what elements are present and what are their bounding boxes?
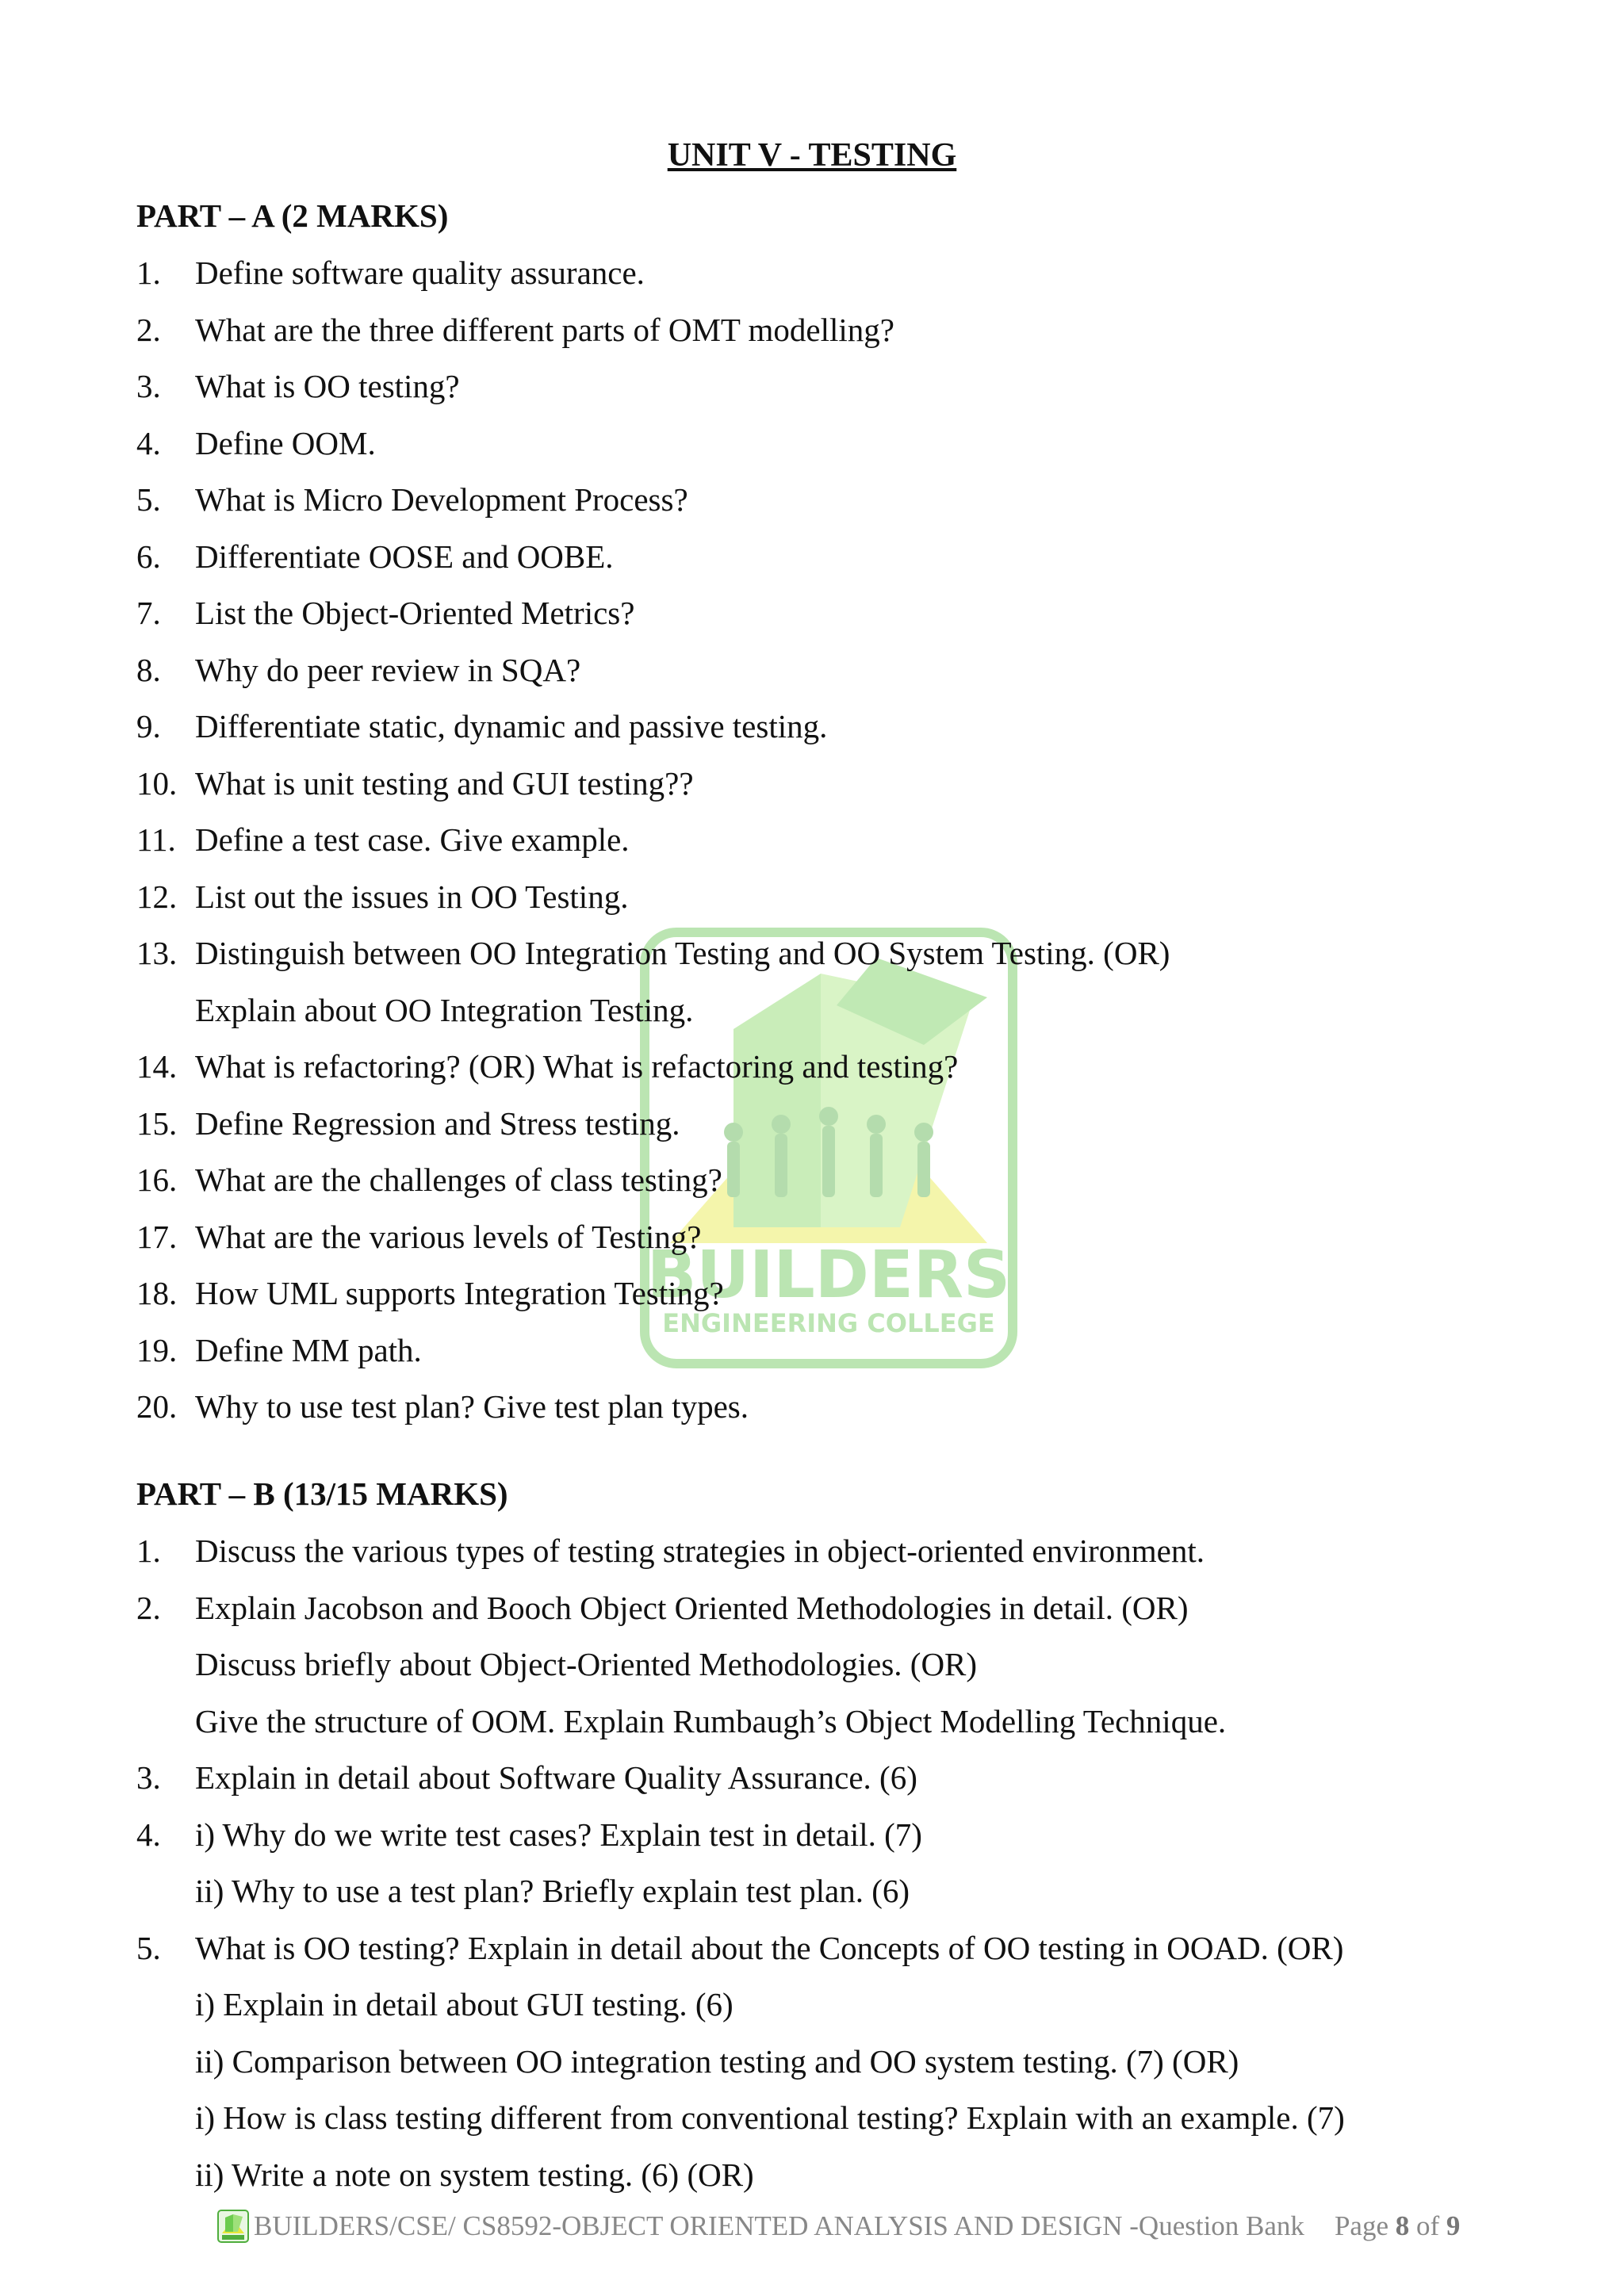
question-text: ii) Write a note on system testing. (6) (OR)	[195, 2156, 754, 2193]
question-text: What is OO testing? Explain in detail about the Concepts of OO testing in OOAD. (OR)	[195, 1929, 1344, 1966]
page-footer	[217, 2204, 1534, 2248]
question-number: 13.	[136, 935, 178, 971]
question-item	[136, 1872, 1500, 1929]
question-number: 15.	[136, 1104, 178, 1142]
question-number: 3.	[136, 368, 161, 404]
question-text: What is OO testing?	[195, 368, 460, 404]
question-text: ii) Comparison between OO integration testing and OO system testing. (7) (OR)	[195, 2042, 1239, 2080]
question-item	[136, 1589, 1500, 1646]
question-text: Explain about OO Integration Testing.	[195, 991, 694, 1028]
question-text: Differentiate static, dynamic and passive testing.	[195, 708, 828, 744]
question-item	[136, 1047, 1500, 1104]
question-item	[136, 878, 1500, 935]
question-item	[136, 1104, 1500, 1161]
question-item	[136, 594, 1500, 651]
question-item	[136, 311, 1500, 368]
question-number: 10.	[136, 764, 178, 802]
question-number: 19.	[136, 1331, 178, 1368]
part-b-question-list	[136, 1532, 1500, 2212]
question-number: 14.	[136, 1048, 178, 1085]
question-text: What is unit testing and GUI testing??	[195, 764, 694, 802]
question-item	[136, 821, 1500, 878]
question-text: Explain Jacobson and Booch Object Oriented Methodologies in detail. (OR)	[195, 1589, 1189, 1626]
question-item	[136, 1985, 1500, 2042]
question-text: What is Micro Development Process?	[195, 481, 688, 518]
question-item	[136, 1218, 1500, 1275]
question-text: How UML supports Integration Testing?	[195, 1275, 724, 1311]
question-item	[136, 1161, 1500, 1218]
question-number: 16.	[136, 1161, 178, 1198]
question-item	[136, 367, 1500, 424]
question-text: Define a test case. Give example.	[195, 821, 630, 858]
question-text: Why do peer review in SQA?	[195, 651, 581, 688]
question-number: 17.	[136, 1218, 178, 1255]
watermark-subtitle: ENGINEERING COLLEGE	[662, 1308, 995, 1338]
question-item	[136, 2042, 1500, 2099]
question-item	[136, 1532, 1500, 1589]
question-number: 18.	[136, 1275, 178, 1311]
college-logo-icon	[217, 2210, 249, 2243]
question-number: 1.	[136, 1533, 161, 1569]
question-text: Discuss the various types of testing strategies in object-oriented environment.	[195, 1533, 1205, 1569]
question-number: 3.	[136, 1759, 161, 1796]
question-text: Explain in detail about Software Quality Assurance. (6)	[195, 1759, 917, 1796]
question-item	[136, 1331, 1500, 1388]
question-item	[136, 1816, 1500, 1873]
question-item	[136, 707, 1500, 764]
question-number: 2.	[136, 311, 161, 348]
question-number: 4.	[136, 1816, 161, 1853]
question-number: 12.	[136, 878, 178, 915]
footer-text: BUILDERS/CSE/ CS8592-OBJECT ORIENTED ANALYSIS AND DESIGN -Question Bank	[254, 2210, 1304, 2241]
part-b-heading: PART – B (13/15 MARKS)	[136, 1475, 508, 1512]
question-text: Why to use test plan? Give test plan types.	[195, 1388, 749, 1425]
question-text: Differentiate OOSE and OOBE.	[195, 538, 614, 575]
question-text: i) Explain in detail about GUI testing. (6)	[195, 1986, 733, 2022]
question-item	[136, 2099, 1500, 2156]
question-text: What are the three different parts of OMT modelling?	[195, 311, 894, 348]
question-item	[136, 254, 1500, 311]
question-item	[136, 764, 1500, 821]
question-number: 1.	[136, 254, 161, 291]
footer-page-of: of	[1415, 2210, 1440, 2241]
question-item	[136, 424, 1500, 481]
question-text: Define Regression and Stress testing.	[195, 1104, 680, 1142]
question-text: List the Object-Oriented Metrics?	[195, 595, 635, 631]
question-item	[136, 1274, 1500, 1331]
question-number: 5.	[136, 481, 161, 518]
question-number: 8.	[136, 651, 161, 688]
question-text: Define MM path.	[195, 1331, 422, 1368]
question-text: Give the structure of OOM. Explain Rumbaugh’s Object Modelling Technique.	[195, 1702, 1227, 1739]
part-a-question-list	[136, 254, 1500, 1445]
footer-page-current: 8	[1395, 2210, 1410, 2241]
question-item	[136, 1702, 1500, 1759]
footer-page-label: Page	[1334, 2210, 1388, 2241]
question-number: 20.	[136, 1388, 178, 1425]
question-item	[136, 934, 1500, 991]
question-item	[136, 538, 1500, 595]
question-text: What are the various levels of Testing?	[195, 1218, 702, 1255]
question-text: Define OOM.	[195, 424, 376, 461]
question-item	[136, 1929, 1500, 1986]
question-number: 6.	[136, 538, 161, 575]
question-text: Define software quality assurance.	[195, 254, 645, 291]
question-number: 7.	[136, 595, 161, 631]
question-text: ii) Why to use a test plan? Briefly explain test plan. (6)	[195, 1873, 910, 1909]
question-number: 9.	[136, 708, 161, 744]
page-title: UNIT V - TESTING	[667, 137, 957, 174]
question-item	[136, 1387, 1500, 1445]
question-item	[136, 1645, 1500, 1702]
question-item	[136, 651, 1500, 708]
footer-page-total: 9	[1446, 2210, 1461, 2241]
question-number: 11.	[136, 821, 176, 858]
question-text: Discuss briefly about Object-Oriented Methodologies. (OR)	[195, 1646, 978, 1682]
question-text: What is refactoring? (OR) What is refactoring and testing?	[195, 1048, 959, 1085]
question-text: What are the challenges of class testing?	[195, 1161, 722, 1198]
part-a-heading: PART – A (2 MARKS)	[136, 197, 449, 234]
question-item	[136, 1758, 1500, 1816]
question-number: 4.	[136, 424, 161, 461]
question-number: 5.	[136, 1929, 161, 1966]
question-text: i) How is class testing different from conventional testing? Explain with an example. (7)	[195, 2099, 1345, 2136]
question-text: i) Why do we write test cases? Explain test in detail. (7)	[195, 1816, 922, 1853]
question-text: List out the issues in OO Testing.	[195, 878, 629, 915]
watermark-name: BUILDERS	[646, 1238, 1011, 1313]
question-text: Distinguish between OO Integration Testing and OO System Testing. (OR)	[195, 935, 1170, 971]
question-item	[136, 991, 1500, 1048]
question-number: 2.	[136, 1589, 161, 1626]
question-item	[136, 480, 1500, 538]
